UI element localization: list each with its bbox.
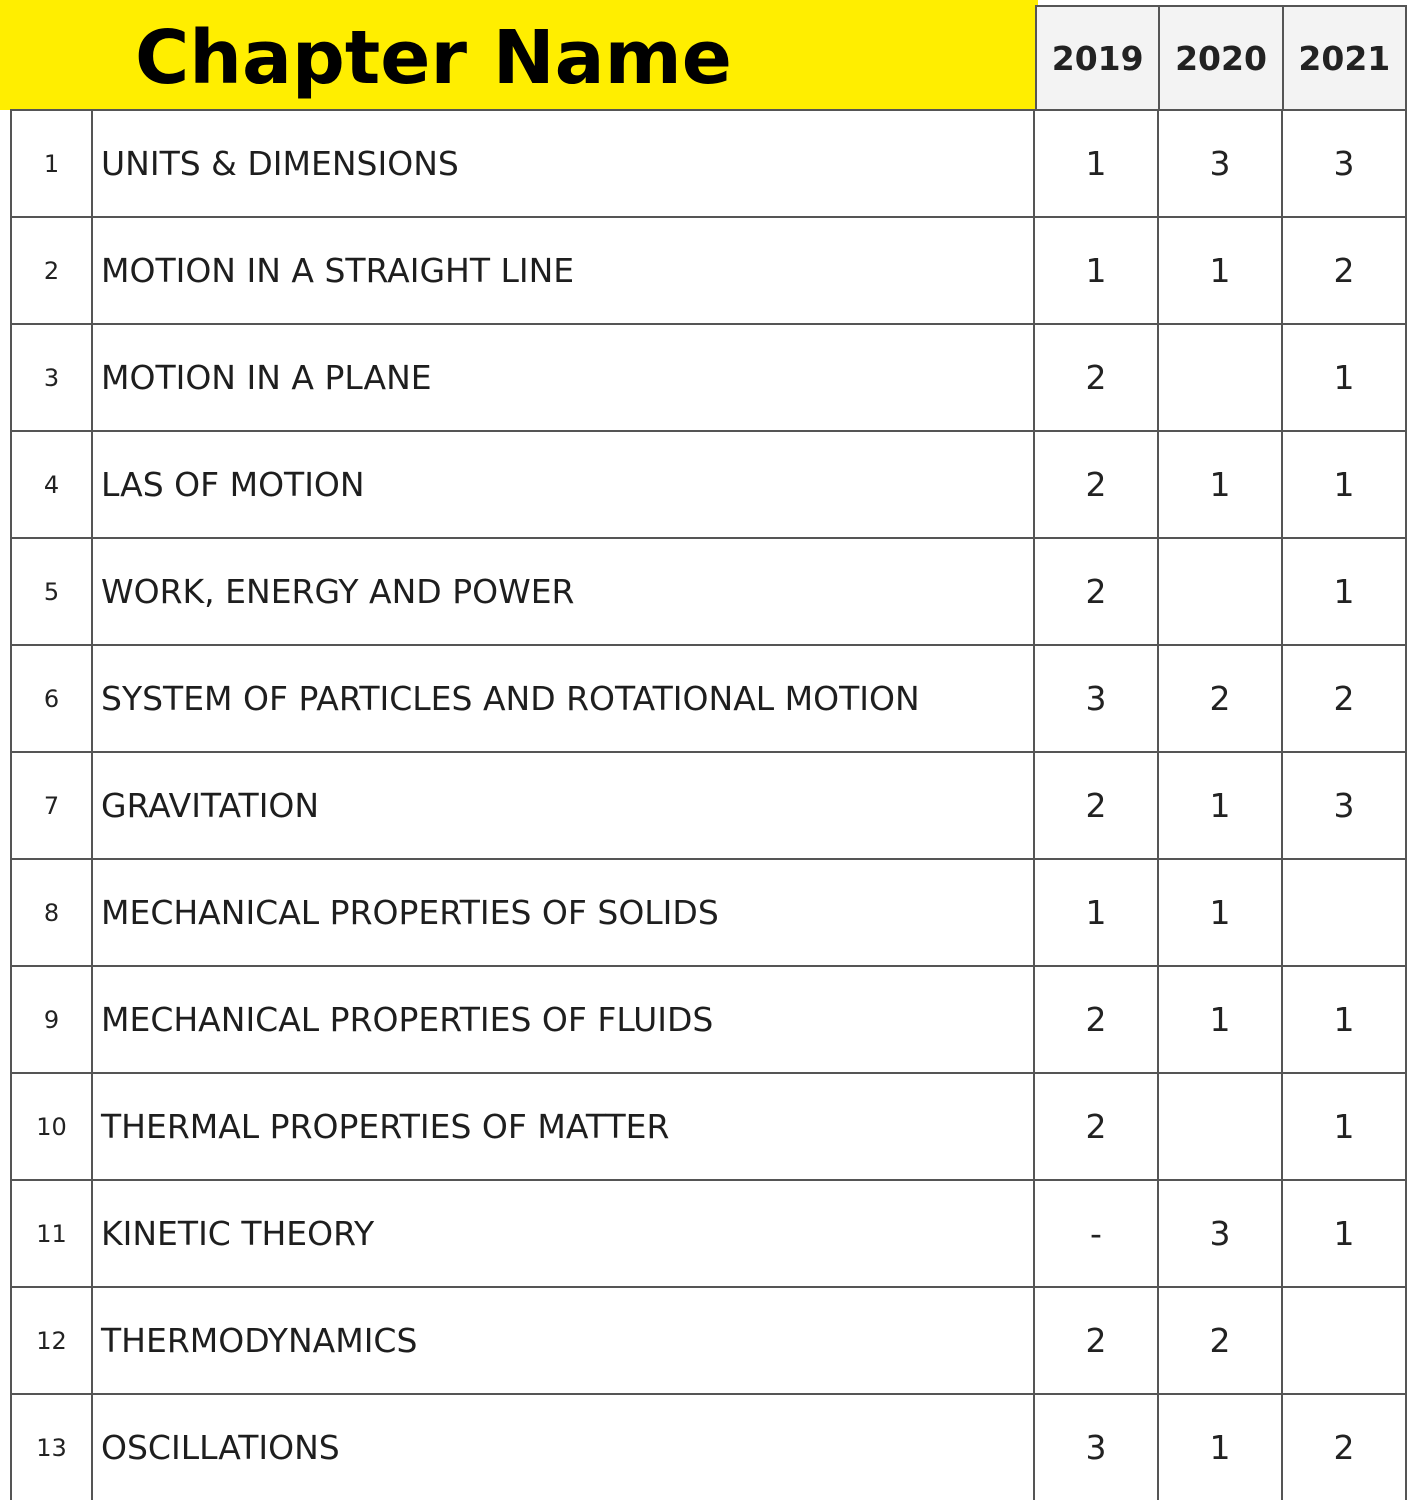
chapter-name: OSCILLATIONS <box>93 1395 1035 1500</box>
count-2021: 1 <box>1333 465 1355 504</box>
table-row <box>12 644 1405 751</box>
table-row <box>12 858 1405 965</box>
count-2020: 1 <box>1159 860 1283 965</box>
year-header-2020: 2020 <box>1158 7 1281 109</box>
count-2020 <box>1159 1074 1283 1179</box>
row-number: 1 <box>12 111 93 216</box>
count-2020: 1 <box>1159 1395 1283 1500</box>
count-2020: 2 <box>1159 646 1283 751</box>
count-2019: 2 <box>1035 1288 1159 1393</box>
count-2019: 2 <box>1035 432 1159 537</box>
table-row <box>12 751 1405 858</box>
count-2019: 2 <box>1035 1074 1159 1179</box>
count-2021: 2 <box>1333 251 1355 290</box>
table-row <box>12 1393 1405 1500</box>
count-2020: 1 <box>1159 753 1283 858</box>
chapter-name: WORK, ENERGY AND POWER <box>93 539 1035 644</box>
count-2020: 2 <box>1159 1288 1283 1393</box>
count-2019: 2 <box>1035 967 1159 1072</box>
count-2020 <box>1159 325 1283 430</box>
count-2019: 3 <box>1035 1395 1159 1500</box>
chapter-name: LAS OF MOTION <box>93 432 1035 537</box>
count-2020 <box>1159 539 1283 644</box>
row-number: 12 <box>12 1288 93 1393</box>
count-2021: 3 <box>1333 786 1355 825</box>
table-row <box>12 216 1405 323</box>
table-row <box>12 109 1405 216</box>
chapter-table <box>10 109 1407 1500</box>
count-2021: 1 <box>1333 572 1355 611</box>
table-row <box>12 1179 1405 1286</box>
count-2020: 3 <box>1159 111 1283 216</box>
row-number: 2 <box>12 218 93 323</box>
chapter-name: GRAVITATION <box>93 753 1035 858</box>
count-2019: 3 <box>1035 646 1159 751</box>
chapter-name: MECHANICAL PROPERTIES OF SOLIDS <box>93 860 1035 965</box>
row-number: 9 <box>12 967 93 1072</box>
count-2019: 2 <box>1035 753 1159 858</box>
row-number: 4 <box>12 432 93 537</box>
row-number: 8 <box>12 860 93 965</box>
chapter-name: MECHANICAL PROPERTIES OF FLUIDS <box>93 967 1035 1072</box>
year-header <box>1035 5 1407 109</box>
count-2021: 1 <box>1333 358 1355 397</box>
title-banner <box>0 0 1038 110</box>
row-number: 5 <box>12 539 93 644</box>
count-2021: 1 <box>1333 1107 1355 1146</box>
table-row <box>12 1072 1405 1179</box>
row-number: 13 <box>12 1395 93 1500</box>
count-2020: 1 <box>1159 967 1283 1072</box>
chapter-name: KINETIC THEORY <box>93 1181 1035 1286</box>
chapter-name: THERMAL PROPERTIES OF MATTER <box>93 1074 1035 1179</box>
table-row <box>12 323 1405 430</box>
chapter-name: MOTION IN A PLANE <box>93 325 1035 430</box>
count-2020: 3 <box>1159 1181 1283 1286</box>
table-row <box>12 1286 1405 1393</box>
table-row <box>12 965 1405 1072</box>
chapter-name: SYSTEM OF PARTICLES AND ROTATIONAL MOTION <box>93 646 1035 751</box>
count-2019: 1 <box>1035 860 1159 965</box>
year-header-2019: 2019 <box>1051 38 1144 78</box>
count-2019: - <box>1035 1181 1159 1286</box>
year-header-2021: 2021 <box>1282 7 1405 109</box>
count-2019: 1 <box>1035 218 1159 323</box>
row-number: 10 <box>12 1074 93 1179</box>
count-2021: 3 <box>1333 144 1355 183</box>
count-2021: 1 <box>1333 1000 1355 1039</box>
table-row <box>12 537 1405 644</box>
chapter-name: UNITS & DIMENSIONS <box>93 111 1035 216</box>
chapter-name: THERMODYNAMICS <box>93 1288 1035 1393</box>
row-number: 7 <box>12 753 93 858</box>
table-row <box>12 430 1405 537</box>
row-number: 3 <box>12 325 93 430</box>
count-2019: 1 <box>1035 111 1159 216</box>
count-2019: 2 <box>1035 539 1159 644</box>
count-2021: 1 <box>1333 1214 1355 1253</box>
page-title: Chapter Name <box>135 15 732 101</box>
count-2021: 2 <box>1333 1428 1355 1467</box>
count-2020: 1 <box>1159 432 1283 537</box>
count-2021: 2 <box>1333 679 1355 718</box>
count-2020: 1 <box>1159 218 1283 323</box>
row-number: 6 <box>12 646 93 751</box>
count-2019: 2 <box>1035 325 1159 430</box>
count-2021 <box>1283 860 1405 965</box>
chapter-name: MOTION IN A STRAIGHT LINE <box>93 218 1035 323</box>
count-2021 <box>1283 1288 1405 1393</box>
row-number: 11 <box>12 1181 93 1286</box>
